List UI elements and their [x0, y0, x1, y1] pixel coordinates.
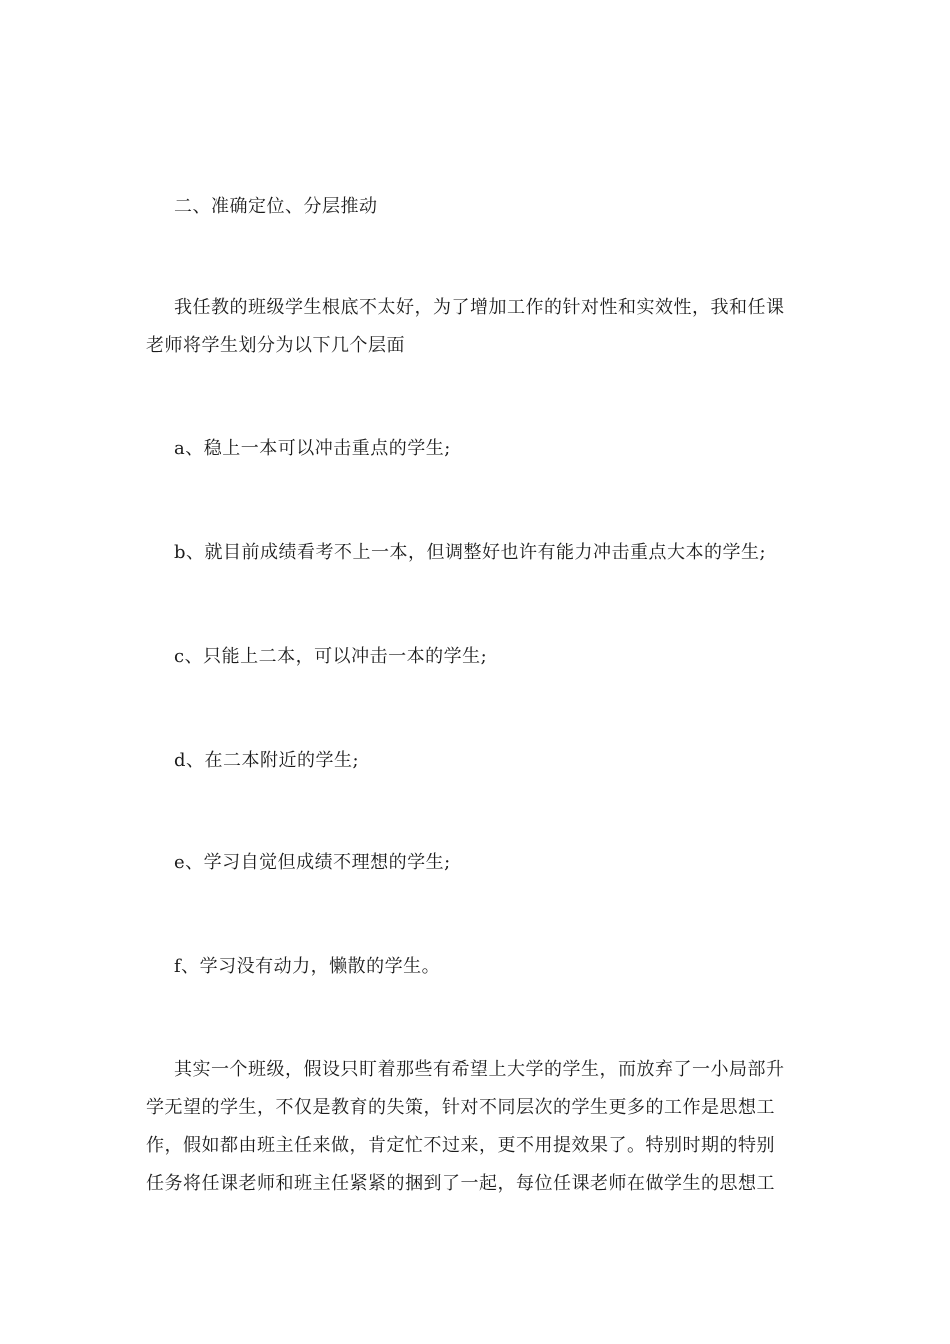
list-item-a: a、稳上一本可以冲击重点的学生;: [174, 438, 451, 459]
closing-paragraph-line: 学无望的学生，不仅是教育的失策，针对不同层次的学生更多的工作是思想工: [146, 1097, 775, 1118]
intro-paragraph-line: 老师将学生划分为以下几个层面: [146, 335, 405, 356]
list-item-d: d、在二本附近的学生;: [174, 750, 360, 771]
list-item-f: f、学习没有动力，懒散的学生。: [174, 956, 441, 977]
closing-paragraph-line: 其实一个班级，假设只盯着那些有希望上大学的学生，而放弃了一小局部升: [174, 1059, 785, 1080]
intro-paragraph-line: 我任教的班级学生根底不太好，为了增加工作的针对性和实效性，我和任课: [174, 297, 785, 318]
section-heading: 二、准确定位、分层推动: [174, 196, 378, 217]
closing-paragraph-line: 任务将任课老师和班主任紧紧的捆到了一起，每位任课老师在做学生的思想工: [146, 1173, 775, 1194]
list-item-e: e、学习自觉但成绩不理想的学生;: [174, 852, 451, 873]
list-item-c: c、只能上二本，可以冲击一本的学生;: [174, 646, 488, 667]
list-item-b: b、就目前成绩看考不上一本，但调整好也许有能力冲击重点大本的学生;: [174, 542, 767, 563]
closing-paragraph-line: 作，假如都由班主任来做，肯定忙不过来，更不用提效果了。特别时期的特别: [146, 1135, 775, 1156]
